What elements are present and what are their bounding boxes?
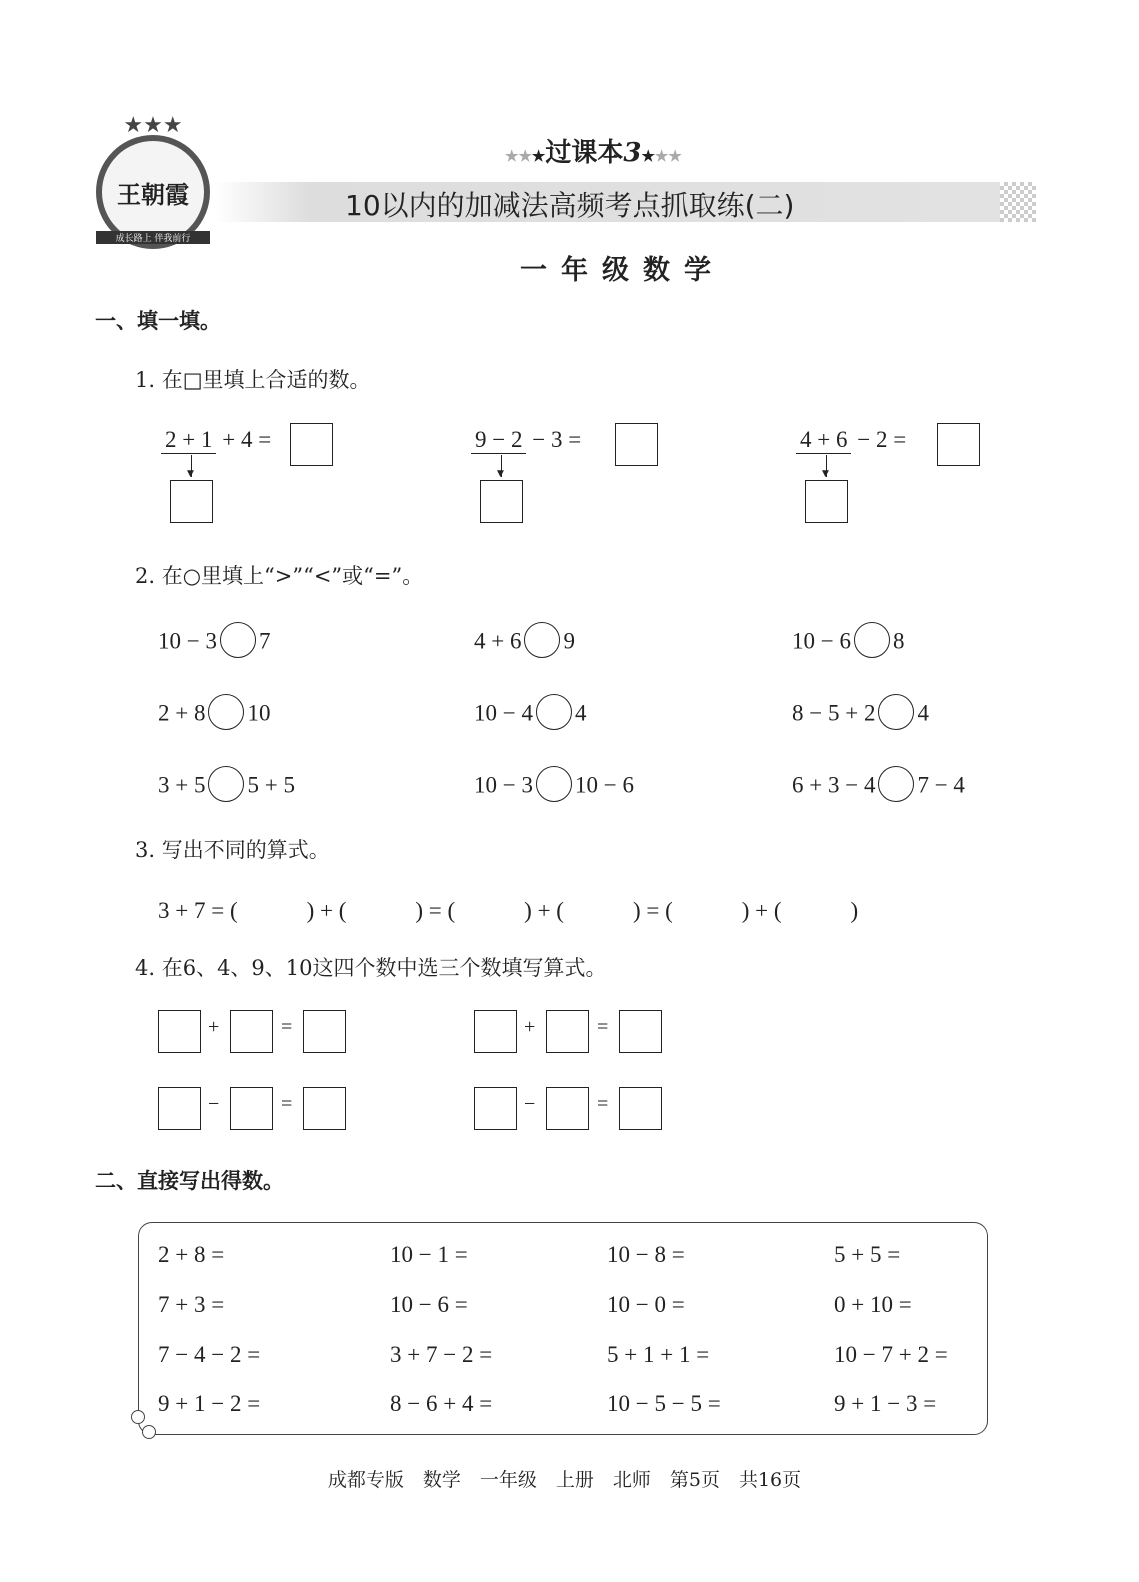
q4-answer-box[interactable] (230, 1010, 273, 1053)
arrow-icon: ▼ (191, 455, 192, 477)
right-expr: 8 (892, 628, 905, 654)
ring-decoration (142, 1425, 156, 1439)
q1-rest: + 4 = (216, 427, 272, 452)
mental-math-item: 10 − 0 = (607, 1292, 685, 1317)
compare-item (792, 697, 929, 733)
q1-answer-box[interactable] (615, 423, 658, 466)
equals-sign: = (597, 1016, 609, 1038)
mental-math-item: 0 + 10 = (834, 1292, 912, 1317)
mental-math-item: 2 + 8 = (158, 1242, 225, 1267)
q4-answer-box[interactable] (474, 1087, 517, 1130)
q1-prompt: 1. 在□里填上合适的数。 (135, 368, 371, 392)
q4-answer-box[interactable] (158, 1010, 201, 1053)
compare-circle[interactable] (208, 766, 244, 802)
mental-math-item: 10 − 7 + 2 = (834, 1342, 948, 1367)
right-expr: 4 (574, 700, 587, 726)
page-title: 10以内的加减法高频考点抓取练(二) (345, 189, 795, 222)
q1-rest: − 2 = (851, 427, 907, 452)
q1-first-step: 4 + 6 (796, 427, 851, 454)
left-expr: 10 − 6 (792, 628, 851, 654)
arrow-icon: ▼ (501, 455, 502, 477)
left-expr: 10 − 3 (474, 772, 533, 798)
mental-math-item: 10 − 1 = (390, 1242, 468, 1267)
q1-first-step: 2 + 1 (161, 427, 216, 454)
mental-math-item: 8 − 6 + 4 = (390, 1391, 493, 1416)
q3-prompt: 3. 写出不同的算式。 (135, 838, 330, 862)
q4-answer-box[interactable] (619, 1010, 662, 1053)
mental-math-item: 9 + 1 − 2 = (158, 1391, 261, 1416)
mental-math-item: 7 − 4 − 2 = (158, 1342, 261, 1367)
compare-item (474, 625, 575, 661)
right-expr: 10 (247, 700, 271, 726)
compare-circle[interactable] (536, 694, 572, 730)
compare-item (792, 625, 904, 661)
compare-circle[interactable] (220, 622, 256, 658)
compare-circle[interactable] (854, 622, 890, 658)
q1-expression (475, 427, 581, 454)
left-expr: 4 + 6 (474, 628, 522, 654)
q1-step-box[interactable] (480, 480, 523, 523)
compare-item (474, 769, 634, 805)
compare-circle[interactable] (524, 622, 560, 658)
logo (96, 113, 210, 249)
compare-item (158, 625, 270, 661)
section2-heading: 二、直接写出得数。 (95, 1169, 284, 1193)
q4-answer-box[interactable] (619, 1087, 662, 1130)
compare-circle[interactable] (878, 766, 914, 802)
operator: + (524, 1016, 536, 1038)
q1-step-box[interactable] (170, 480, 213, 523)
operator: − (524, 1093, 536, 1115)
q4-answer-box[interactable] (474, 1010, 517, 1053)
checker-decoration (1000, 182, 1036, 222)
operator: − (208, 1093, 220, 1115)
compare-item (474, 697, 586, 733)
mental-math-item: 5 + 1 + 1 = (607, 1342, 710, 1367)
mental-math-item: 5 + 5 = (834, 1242, 901, 1267)
equals-sign: = (281, 1093, 293, 1115)
mental-math-item: 10 − 8 = (607, 1242, 685, 1267)
q4-answer-box[interactable] (303, 1087, 346, 1130)
q1-answer-box[interactable] (290, 423, 333, 466)
q4-answer-box[interactable] (230, 1087, 273, 1130)
right-expr: 10 − 6 (574, 772, 634, 798)
right-expr: 4 (917, 700, 929, 726)
left-expr: 8 − 5 + 2 (792, 700, 876, 726)
operator: + (208, 1016, 220, 1038)
q4-answer-box[interactable] (546, 1010, 589, 1053)
mental-math-item: 7 + 3 = (158, 1292, 225, 1317)
q4-answer-box[interactable] (303, 1010, 346, 1053)
left-expr: 2 + 8 (158, 700, 206, 726)
q4-answer-box[interactable] (546, 1087, 589, 1130)
section1-heading: 一、填一填。 (95, 309, 221, 333)
mental-math-item: 10 − 6 = (390, 1292, 468, 1317)
left-expr: 3 + 5 (158, 772, 206, 798)
mental-math-item: 3 + 7 − 2 = (390, 1342, 493, 1367)
series-label: ★★★过课本3★★★ (505, 138, 682, 168)
q3-equation: 3 + 7 = ( ) + ( ) = ( ) + ( ) = ( ) + ( ) (158, 898, 859, 923)
q4-answer-box[interactable] (158, 1087, 201, 1130)
compare-item (158, 769, 295, 805)
left-expr: 10 − 4 (474, 700, 533, 726)
mental-math-item: 9 + 1 − 3 = (834, 1391, 937, 1416)
left-expr: 6 + 3 − 4 (792, 772, 876, 798)
mental-math-item: 10 − 5 − 5 = (607, 1391, 721, 1416)
q2-prompt: 2. 在○里填上“>”“<”或“=”。 (135, 564, 424, 588)
q1-rest: − 3 = (526, 427, 582, 452)
ring-decoration (131, 1410, 145, 1424)
compare-circle[interactable] (878, 694, 914, 730)
right-expr: 5 + 5 (247, 772, 295, 798)
page-footer: 成都专版 数学 一年级 上册 北师 第5页 共16页 (327, 1469, 802, 1491)
equals-sign: = (597, 1093, 609, 1115)
q1-first-step: 9 − 2 (471, 427, 526, 454)
q1-expression (800, 427, 906, 454)
right-expr: 7 − 4 (917, 772, 965, 798)
compare-circle[interactable] (536, 766, 572, 802)
compare-item (158, 697, 270, 733)
q4-prompt: 4. 在6、4、9、10这四个数中选三个数填写算式。 (135, 956, 607, 980)
logo-stars: ★★★ (123, 113, 183, 138)
left-expr: 10 − 3 (158, 628, 217, 654)
compare-item (792, 769, 965, 805)
logo-text: 王朝霞 (117, 180, 189, 209)
q1-expression (165, 427, 271, 454)
subject-title: 一年级数学 (520, 255, 725, 286)
q1-step-box[interactable] (805, 480, 848, 523)
equals-sign: = (281, 1016, 293, 1038)
arrow-icon: ▼ (826, 455, 827, 477)
right-expr: 7 (258, 628, 271, 654)
q1-answer-box[interactable] (937, 423, 980, 466)
compare-circle[interactable] (208, 694, 244, 730)
logo-slogan: 成长路上 伴我前行 (96, 231, 210, 244)
right-expr: 9 (563, 628, 575, 654)
